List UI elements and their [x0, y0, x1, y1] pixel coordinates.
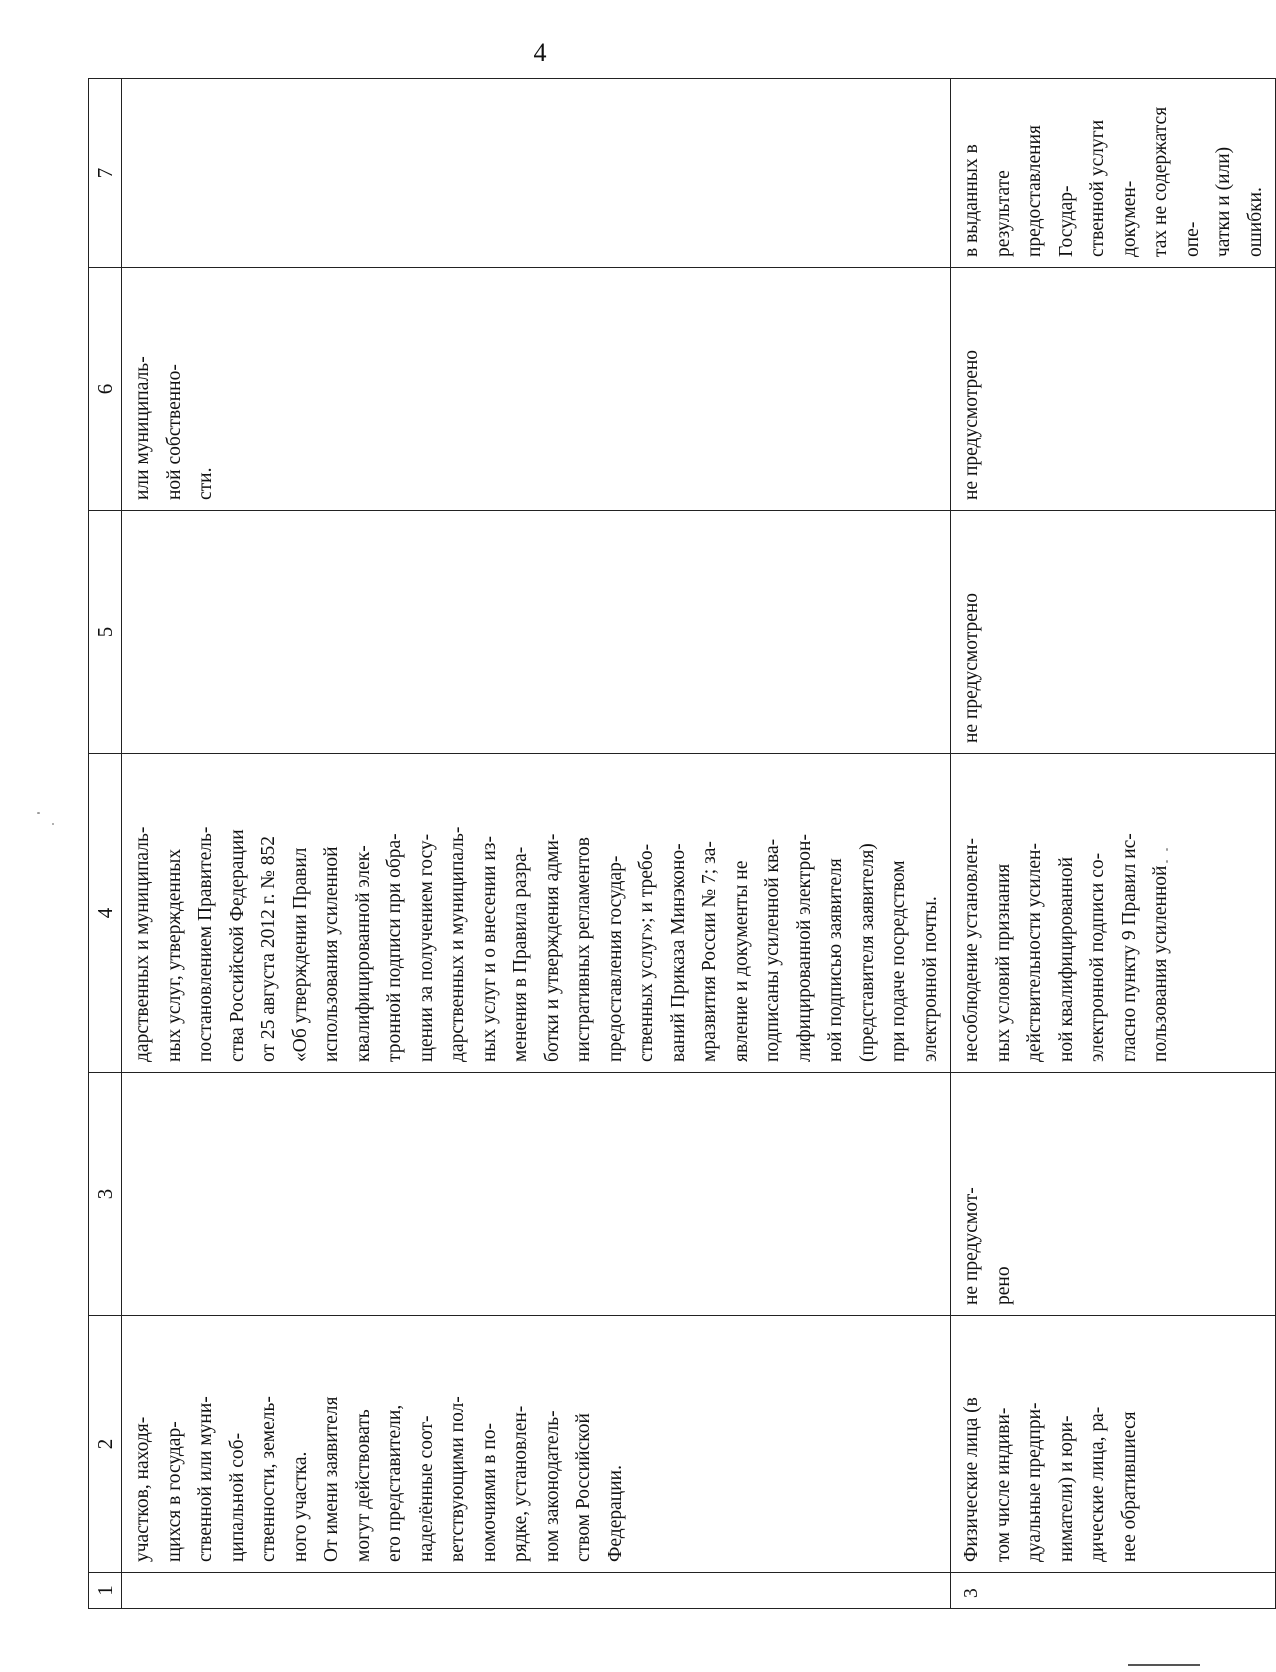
header-cell-1: 1 — [89, 1573, 122, 1609]
services-table — [88, 78, 1276, 1609]
cell-applicants: Физические лица (в том числе индиви- дуальные предпри- ниматели) и юри- дические лица, ра- нее обратившиеся — [951, 1316, 1276, 1573]
scan-speck — [1166, 860, 1168, 863]
cell-grounds: несоблюдение установлен- ных условий признания действительности усилен- ной квалифицированной электронной подписи со- гласно пункту 9 Правил ис- пользования усиленной — [951, 754, 1276, 1073]
table-row — [122, 79, 951, 1609]
cell-col3: не предусмот- рено — [951, 1073, 1276, 1316]
scan-speck — [1166, 848, 1168, 851]
cell-col6: или муниципаль- ной собственно- сти. — [122, 268, 951, 511]
header-cell-5: 5 — [89, 511, 122, 754]
header-cell-6: 6 — [89, 268, 122, 511]
cell-applicants: участков, находя- щихся в государ- ственной или муни- ципальной соб- ственности, земель- ного участка. От имени заявителя могут действовать его представители, наделённые соот- ветствующими пол- номочиями в по- рядке, установлен- ном законодатель- ством Российской Федерации. — [122, 1316, 951, 1573]
header-cell-7: 7 — [89, 79, 122, 268]
header-cell-4: 4 — [89, 754, 122, 1073]
cell-grounds: дарственных и муниципаль- ных услуг, утвержденных постановлением Правитель- ства Российской Федерации от 25 августа 2012 г. № 852 «Об утверждении Правил использования усиленной квалифицированной элек- тронной подписи при обра- щении за получением госу- дарственных и муниципаль- ных услуг и о внесении из- менения в Правила разра- ботки и утверждения адми- нистративных регламентов предоставления государ- ственных услуг»; и требо- ваний Приказа Минэконо- мразвития России № 7; за- явление и документы не подписаны усиленной ква- лифицированной электрон- ной подписью заявителя (представителя заявителя) при подаче посредством электронной почты. — [122, 754, 951, 1073]
cell-col7 — [122, 79, 951, 268]
scan-speck — [52, 823, 54, 825]
scan-speck — [37, 812, 40, 814]
cell-number: 3 — [951, 1573, 1276, 1609]
page-number: 4 — [533, 38, 547, 67]
cell-number — [122, 1573, 951, 1609]
header-cell-3: 3 — [89, 1073, 122, 1316]
cell-col3 — [122, 1073, 951, 1316]
header-row — [89, 79, 122, 1609]
cell-col5: не предусмотрено — [951, 511, 1276, 754]
cell-col7: в выданных в результате предоставления Государ- ственной услуги докумен- тах не содержатся опе- чатки и (или) ошибки. — [951, 79, 1276, 268]
rotated-table-wrapper — [88, 79, 1266, 1609]
scan-edge-line — [1128, 1664, 1200, 1666]
table-row — [951, 79, 1276, 1609]
header-cell-2: 2 — [89, 1316, 122, 1573]
cell-col5 — [122, 511, 951, 754]
cell-col6: не предусмотрено — [951, 268, 1276, 511]
